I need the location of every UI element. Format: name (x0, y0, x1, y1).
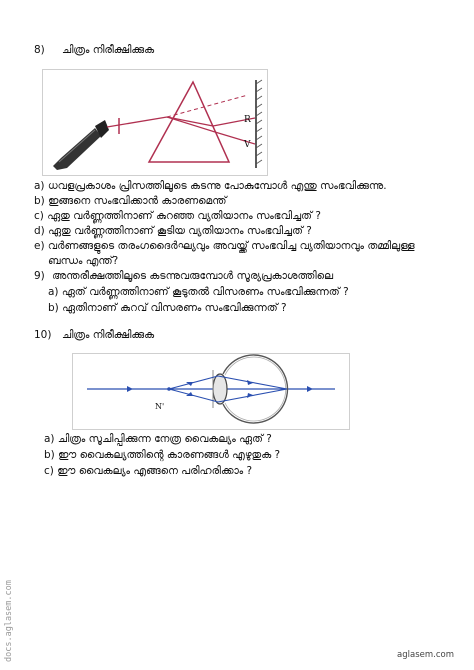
q10-sub-c: c) ഈ വൈകല്യം എങ്ങനെ പരിഹരിക്കാം ? (44, 465, 253, 477)
q9-title: അന്തരീക്ഷത്തിലൂടെ കടന്നുവരുമ്പോൾ സൂര്യപ്രകാശത്തിലെ (52, 270, 334, 282)
eye-diagram (73, 354, 349, 429)
q8-sub-d: d) ഏതു വർണ്ണത്തിനാണ് കൂടിയ വ്യതിയാനം സംഭവിച്ചത് ? (34, 225, 312, 237)
prism-diagram (43, 70, 267, 175)
q10-title: ചിത്രം നിരീക്ഷിക്കുക (62, 329, 155, 341)
q9-sub-a: a) ഏത് വർണ്ണത്തിനാണ് കൂടുതൽ വിസരണം സംഭവിക്കുന്നത് ? (48, 286, 349, 298)
q9-sub-b: b) ഏതിനാണ് കുറവ് വിസരണം സംഭവിക്കുന്നത് ? (48, 302, 287, 314)
q8-sub-e-cont: ബന്ധം എന്ത്? (48, 255, 119, 267)
watermark: docs.aglasem.com (4, 580, 14, 662)
q8-number: 8) (34, 44, 45, 56)
q8-sub-e: e) വർണങ്ങളുടെ തരംഗദൈർഘ്യവും അവയ്ക്ക് സംഭവിച്ച വ്യതിയാനവും തമ്മിലുള്ള (34, 240, 415, 252)
footer: aglasem.com (397, 650, 454, 660)
prism (149, 82, 229, 162)
q10-sub-b: b) ഈ വൈകല്യത്തിന്റെ കാരണങ്ങൾ എഴുതുക ? (44, 449, 281, 461)
q10-number: 10) (34, 329, 52, 341)
q8-sub-b: b) ഇങ്ങനെ സംഭവിക്കാൻ കാരണമെന്ത് (34, 195, 227, 207)
q8-title: ചിത്രം നിരീക്ഷിക്കുക (62, 44, 155, 56)
q8-sub-c: c) ഏതു വർണ്ണത്തിനാണ് കുറഞ്ഞ വ്യതിയാനം സംഭവിച്ചത് ? (34, 210, 321, 222)
label-n: N' (155, 402, 165, 411)
prism-figure (42, 69, 268, 176)
q8-sub-a: a) ധവളപ്രകാശം പ്രിസത്തിലൂടെ കടന്നു പോകുമ്പോൾ എന്തു സംഭവിക്കുന്നു. (34, 180, 387, 192)
label-r: R (244, 115, 251, 125)
label-v: V (244, 140, 251, 150)
torch-icon (53, 120, 109, 170)
q10-sub-a: a) ചിത്രം സൂചിപ്പിക്കുന്ന നേത്ര വൈകല്യം ഏത് ? (44, 433, 272, 445)
eye-figure (72, 353, 350, 430)
q9-number: 9) (34, 270, 45, 282)
